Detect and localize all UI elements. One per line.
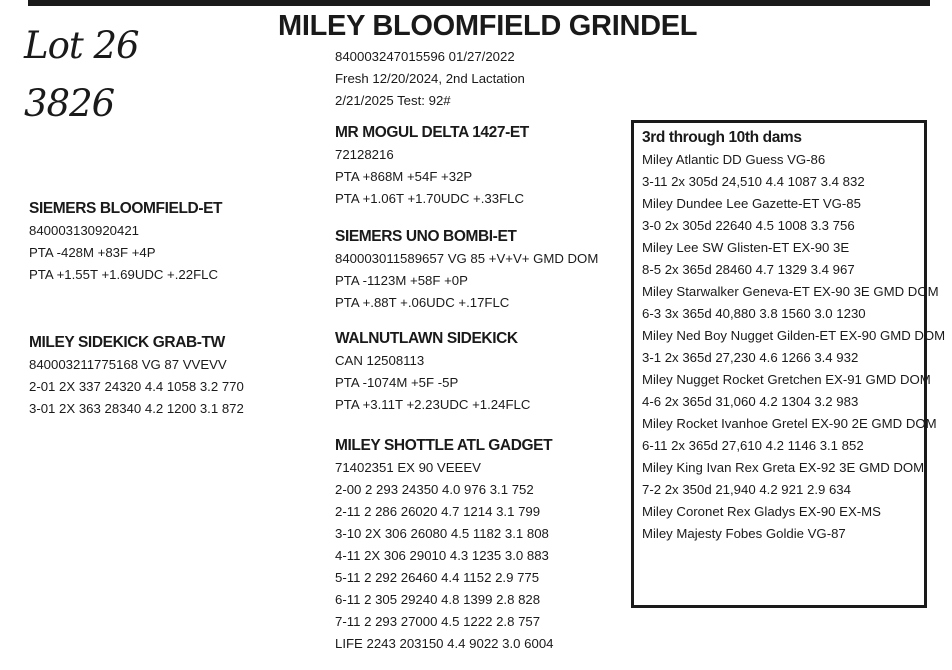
dam-dam-line: LIFE 2243 203150 4.4 9022 3.0 6004 (335, 636, 554, 651)
sire-dam-line: PTA +.88T +.06UDC +.17FLC (335, 295, 510, 310)
dam-block (29, 331, 244, 420)
extended-dam-line: Miley Coronet Rex Gladys EX-90 EX-MS (642, 504, 881, 519)
extended-dam-line: 6-3 3x 365d 40,880 3.8 1560 3.0 1230 (642, 306, 866, 321)
dam-name: MILEY SIDEKICK GRAB-TW (29, 334, 225, 351)
dam-dam-line: 2-11 2 286 26020 4.7 1214 3.1 799 (335, 504, 541, 519)
extended-dams-heading: 3rd through 10th dams (642, 129, 802, 146)
sire-dam-block (335, 225, 598, 314)
extended-dam-line: Miley Nugget Rocket Gretchen EX-91 GMD DOM (642, 372, 931, 387)
extended-dam-line: 4-6 2x 365d 31,060 4.2 1304 3.2 983 (642, 394, 859, 409)
dam-sire-line: PTA +3.11T +2.23UDC +1.24FLC (335, 397, 531, 412)
dam-sire-block (335, 327, 530, 416)
extended-dam-line: Miley King Ivan Rex Greta EX-92 3E GMD DOM (642, 460, 925, 475)
extended-dam-line: 3-0 2x 305d 22640 4.5 1008 3.3 756 (642, 218, 855, 233)
extended-dam-line: 8-5 2x 365d 28460 4.7 1329 3.4 967 (642, 262, 855, 277)
dam-dam-line: 5-11 2 292 26460 4.4 1152 2.9 775 (335, 570, 540, 585)
dam-dam-line: 71402351 EX 90 VEEEV (335, 460, 481, 475)
dam-line: 3-01 2X 363 28340 4.2 1200 3.1 872 (29, 401, 244, 416)
dam-dam-line: 7-11 2 293 27000 4.5 1222 2.8 757 (335, 614, 541, 629)
dam-dam-block (335, 434, 554, 655)
extended-dam-line: Miley Lee SW Glisten-ET EX-90 3E (642, 240, 850, 255)
subject-line: 840003247015596 01/27/2022 (335, 49, 515, 64)
extended-dam-line: Miley Rocket Ivanhoe Gretel EX-90 2E GMD DOM (642, 416, 937, 431)
dam-dam-line: 2-00 2 293 24350 4.0 976 3.1 752 (335, 482, 534, 497)
extended-dams-box (631, 120, 946, 608)
sire-dam-line: PTA -1123M +58F +0P (335, 273, 468, 288)
sire-line: 840003130920421 (29, 223, 140, 238)
dam-line: 840003211775168 VG 87 VVEVV (29, 357, 227, 372)
lot-label: Lot 26 (24, 24, 139, 67)
sire-sire-name: MR MOGUL DELTA 1427-ET (335, 124, 529, 141)
sire-sire-line: PTA +868M +54F +32P (335, 169, 473, 184)
dam-sire-line: PTA -1074M +5F -5P (335, 375, 459, 390)
subject-line: Fresh 12/20/2024, 2nd Lactation (335, 71, 525, 86)
top-rule (28, 0, 930, 6)
sire-sire-line: PTA +1.06T +1.70UDC +.33FLC (335, 191, 525, 206)
extended-dam-line: 6-11 2x 365d 27,610 4.2 1146 3.1 852 (642, 438, 864, 453)
lot-number: 3826 (24, 82, 115, 125)
dam-sire-name: WALNUTLAWN SIDEKICK (335, 330, 518, 347)
sire-dam-name: SIEMERS UNO BOMBI-ET (335, 228, 517, 245)
extended-dam-line: Miley Dundee Lee Gazette-ET VG-85 (642, 196, 861, 211)
extended-dam-line: Miley Majesty Fobes Goldie VG-87 (642, 526, 846, 541)
dam-dam-line: 3-10 2X 306 26080 4.5 1182 3.1 808 (335, 526, 549, 541)
sire-sire-line: 72128216 (335, 147, 394, 162)
extended-dam-line: Miley Atlantic DD Guess VG-86 (642, 152, 826, 167)
extended-dam-line: Miley Starwalker Geneva-ET EX-90 3E GMD DOM (642, 284, 939, 299)
sire-name: SIEMERS BLOOMFIELD-ET (29, 200, 223, 217)
sire-sire-block (335, 121, 529, 210)
subject-info (335, 46, 525, 112)
subject-line: 2/21/2025 Test: 92# (335, 93, 451, 108)
dam-sire-line: CAN 12508113 (335, 353, 425, 368)
sire-line: PTA +1.55T +1.69UDC +.22FLC (29, 267, 219, 282)
extended-dam-line: 7-2 2x 350d 21,940 4.2 921 2.9 634 (642, 482, 851, 497)
extended-dam-line: Miley Ned Boy Nugget Gilden-ET EX-90 GMD DOM (642, 328, 946, 343)
sire-block (29, 197, 222, 286)
dam-dam-line: 4-11 2X 306 29010 4.3 1235 3.0 883 (335, 548, 549, 563)
sire-dam-line: 840003011589657 VG 85 +V+V+ GMD DOM (335, 251, 599, 266)
extended-dam-line: 3-11 2x 305d 24,510 4.4 1087 3.4 832 (642, 174, 865, 189)
dam-dam-line: 6-11 2 305 29240 4.8 1399 2.8 828 (335, 592, 541, 607)
page-title: MILEY BLOOMFIELD GRINDEL (278, 10, 698, 42)
extended-dam-line: 3-1 2x 365d 27,230 4.6 1266 3.4 932 (642, 350, 859, 365)
sire-line: PTA -428M +83F +4P (29, 245, 156, 260)
dam-line: 2-01 2X 337 24320 4.4 1058 3.2 770 (29, 379, 244, 394)
dam-dam-name: MILEY SHOTTLE ATL GADGET (335, 437, 553, 454)
